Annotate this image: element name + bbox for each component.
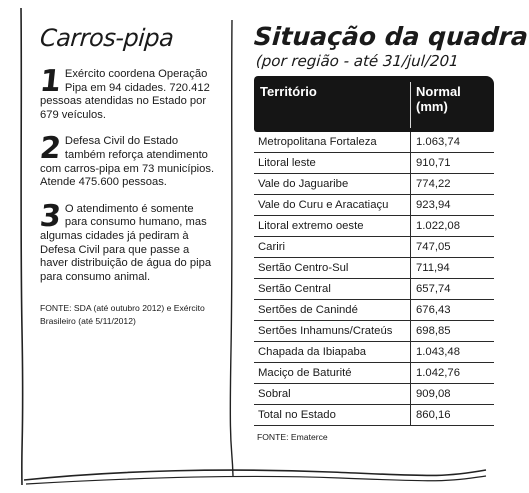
- territory-cell: Sertões Inhamuns/Crateús: [254, 321, 411, 342]
- list-item: [38, 131, 215, 189]
- item-text: Defesa Civil do Estado também reforça atendimento com carros-pipa em 73 municípios. Atende 475.600 pessoas.: [40, 135, 215, 189]
- territory-cell: Total no Estado: [254, 405, 411, 426]
- table-row: [254, 132, 494, 153]
- table-row: [254, 153, 494, 174]
- item-number: 1: [38, 64, 63, 99]
- territory-cell: Sertões de Canindé: [254, 300, 411, 321]
- table-header: [254, 76, 494, 132]
- table-row: [254, 237, 494, 258]
- rainfall-table: [254, 76, 494, 426]
- territory-cell: Vale do Curu e Aracatiaçu: [254, 195, 411, 216]
- table-row: [254, 405, 494, 426]
- header-territorio: Território: [260, 84, 317, 99]
- normal-cell: 676,43: [411, 300, 495, 321]
- left-source: FONTE: SDA (até outubro 2012) e Exército Brasileiro (até 5/11/2012): [40, 303, 205, 327]
- territory-cell: Chapada da Ibiapaba: [254, 342, 411, 363]
- normal-cell: 1.043,48: [411, 342, 495, 363]
- header-normal: Normal (mm): [416, 84, 461, 114]
- normal-cell: 860,16: [411, 405, 495, 426]
- territory-cell: Cariri: [254, 237, 411, 258]
- normal-cell: 909,08: [411, 384, 495, 405]
- table-row: [254, 216, 494, 237]
- table-body: [254, 132, 494, 426]
- carros-pipa-section: [40, 22, 215, 328]
- normal-cell: 657,74: [411, 279, 495, 300]
- rainfall-section: [253, 22, 529, 442]
- item-text: O atendimento é somente para consumo humano, mas algumas cidades já pediram à Defesa Civil para que passe a haver distribuição de água do pipa para consumo animal.: [40, 202, 212, 283]
- list-item: [38, 64, 215, 122]
- rainfall-subtitle: (por região - até 31/jul/201: [255, 52, 460, 70]
- normal-cell: 711,94: [411, 258, 495, 279]
- item-text: Exército coordena Operação Pipa em 94 cidades. 720.412 pessoas atendidas no Estado por 679 veículos.: [40, 68, 210, 121]
- list-item: [38, 198, 215, 285]
- normal-cell: 698,85: [411, 321, 495, 342]
- item-number: 2: [38, 131, 63, 167]
- normal-cell: 1.063,74: [411, 132, 495, 153]
- right-source: FONTE: Ematerce: [257, 432, 328, 442]
- territory-cell: Sertão Central: [254, 279, 411, 300]
- table-row: [254, 363, 494, 384]
- territory-cell: Sobral: [254, 384, 411, 405]
- item-number: 3: [38, 198, 63, 234]
- table-row: [254, 384, 494, 405]
- table-row: [254, 342, 494, 363]
- normal-cell: 774,22: [411, 174, 495, 195]
- normal-cell: 1.022,08: [411, 216, 495, 237]
- territory-cell: Litoral extremo oeste: [254, 216, 411, 237]
- table-row: [254, 321, 494, 342]
- normal-cell: 1.042,76: [411, 363, 495, 384]
- territory-cell: Sertão Centro-Sul: [254, 258, 411, 279]
- territory-cell: Metropolitana Fortaleza: [254, 132, 411, 153]
- carros-pipa-title: Carros-pipa: [39, 24, 175, 52]
- table-row: [254, 258, 494, 279]
- normal-cell: 910,71: [411, 153, 495, 174]
- table-row: [254, 195, 494, 216]
- header-divider: [410, 82, 411, 128]
- normal-cell: 747,05: [411, 237, 495, 258]
- rainfall-title: Situação da quadra: [253, 22, 529, 51]
- territory-cell: Vale do Jaguaribe: [254, 174, 411, 195]
- table-row: [254, 174, 494, 195]
- table-row: [254, 300, 494, 321]
- table-row: [254, 279, 494, 300]
- territory-cell: Maciço de Baturité: [254, 363, 411, 384]
- territory-cell: Litoral leste: [254, 153, 411, 174]
- normal-cell: 923,94: [411, 195, 495, 216]
